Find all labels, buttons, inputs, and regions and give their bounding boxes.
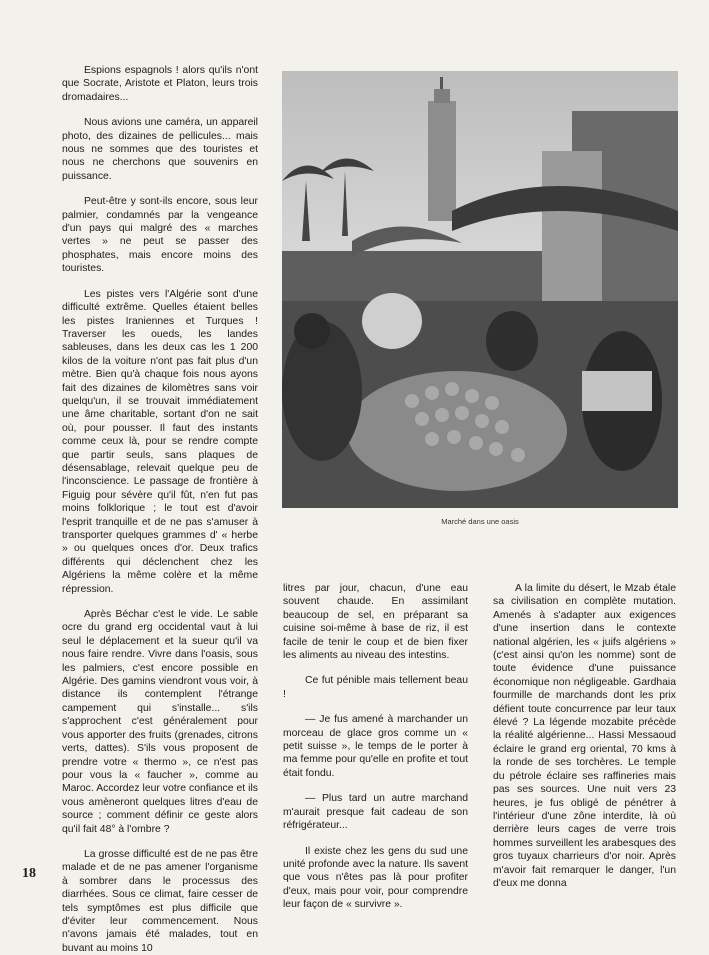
paragraph: Nous avions une caméra, un appareil photo, des dizaines de pellicules... mais nous ne sommes que des touristes et nous ne cherchons que souvenirs en puissance. xyxy=(62,117,258,182)
paragraph: — Plus tard un autre marchand m'aurait presque fait cadeau de son réfrigérateur... xyxy=(283,793,468,832)
paragraph: Il existe chez les gens du sud une unité profonde avec la nature. Ils savent que vous n'êtes pas là pour profiter d'eux, mais pour voir, pour comprendre leur façon de « survivre ». xyxy=(283,845,468,911)
market-photo xyxy=(282,71,678,508)
paragraph: Espions espagnols ! alors qu'ils n'ont que Socrate, Aristote et Platon, leurs trois dromadaires... xyxy=(62,65,258,103)
paragraph: litres par jour, chacun, d'une eau souvent chaude. En assimilant beaucoup de sel, en préparant sa cuisine soi-même à base de riz, il est facile de tenir le coup et de bien fixer les aliments au niveau des intestins. xyxy=(283,583,468,662)
paragraph: — Je fus amené à marchander un morceau de glace gros comme un « petit suisse », le temps de le porter à ma femme pour qu'elle en profite et tout était fondu. xyxy=(283,714,468,779)
page-number: 18 xyxy=(22,866,36,881)
paragraph: Les pistes vers l'Algérie sont d'une difficulté extrême. Quelles étaient belles les pistes Iraniennes et Turques ! Traverser les oueds, les landes sableuses, dans les deux cas les 1 200 kilos de la voiture n'ont pas fait plus d'un mètre. Bien qu'à chaque fois nous ayons fait des dizaines de kilomètres sans voir quelqu'un, il se trouvait immédiatement une âme charitable, sortant d'on ne sait où, pour pousser. Il faut des instants comme ceux là, pour se rendre compte que partir seuls, sans plaques de désensablage, relevait quelque peu de l'inconscience. Le passage de frontière à Figuig pour sévère qu'il fût, n'en fut pas moins folklorique ; le tout est d'avoir l'esprit tranquille et de ne pas s'amuser à transporter quelques grammes d' « herbe » ou quelques onces d'or. Deux trafics différents qui déclenchent chez les Algériens la même colère et la même répression. xyxy=(62,288,258,595)
text-column-left xyxy=(62,64,258,955)
photo-caption: Marché dans une oasis xyxy=(441,517,519,526)
text-column-middle xyxy=(283,582,468,912)
paragraph: Après Béchar c'est le vide. Le sable ocre du grand erg occidental vaut à lui seul le déplacement et la sueur qu'il va nous faire rendre. Vivre dans l'oasis, sous les palmiers, c'est encore possible en Algérie. Des gamins viendront vous voir, à distance ils contemplent l'étrange campement qui s'installe... s'ils s'approchent c'est généralement pour vous apporter des fruits (grenades, citrons verts, dattes). S'ils vous proposent de prendre votre « thermo », ce n'est pas pour vous la « faucher », comme au Maroc. Accordez leur votre confiance et ils vous amèneront quelques litres d'eau de source ; comment définir ce geste alors qu'il fait 48° à l'ombre ? xyxy=(62,609,258,835)
paragraph: Ce fut pénible mais tellement beau ! xyxy=(283,675,468,700)
paragraph: La grosse difficulté est de ne pas être malade et de ne pas amener l'organisme à sombrer dans le processus des diarrhées. Sous ce climat, faire cesser de tels symptômes est plus difficile que d'éviter leur commencement. Nous n'avons jamais été malades, tout en buvant au moins 10 xyxy=(62,848,258,954)
paragraph: A la limite du désert, le Mzab étale sa civilisation en complète mutation. Amenés à s'adapter aux exigences d'une insertion dans le contexte national algérien, les « juifs algériens » (c'est ainsi qu'on les nomme) sont de toute évidence d'une puissance économique non négligeable. Gardhaia fourmille de marchands dont les prix défient toute concurrence par leur taux élevé ? La légende mozabite précède la réalité algérienne... Hassi Messaoud éclaire le grand erg oriental, 70 kms à la ronde de ses torchères. Le temple du pétrole éclaire ses raffineries mais pas ses sources. Une nuit vers 23 heures, je fus obligé de pénétrer à l'intérieur d'une zône interdite, là où derrière leurs cages de verre trois hommes surveillent les arabesques des gros tuyaux charrieurs d'or noir. Après m'avoir fait remarquer le danger, l'un d'eux me donna xyxy=(493,583,676,889)
text-column-right xyxy=(493,582,676,890)
paragraph: Peut-être y sont-ils encore, sous leur palmier, condamnés par la vengeance d'un pays qui malgré des « marches vertes » ne peut se passer des phosphates, mais encore moins des touristes. xyxy=(62,196,258,275)
